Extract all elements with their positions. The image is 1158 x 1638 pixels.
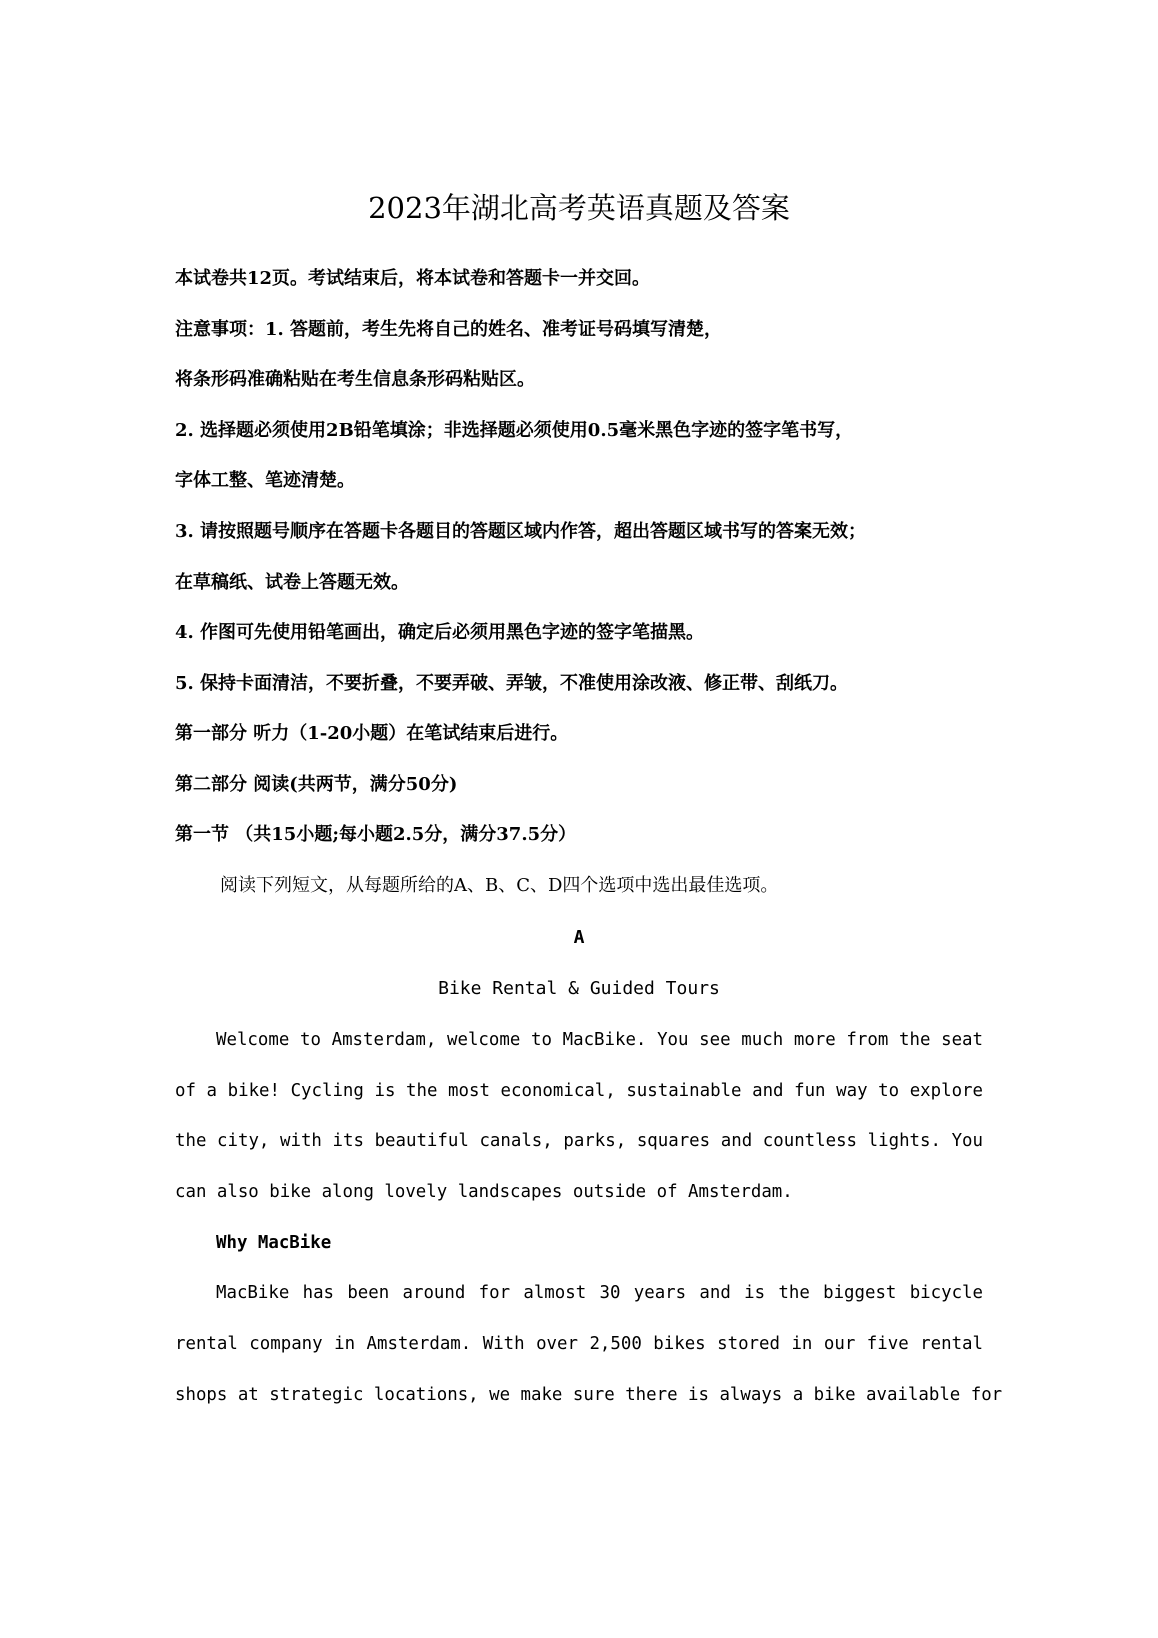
instruction-line-6: 3. 请按照题号顺序在答题卡各题目的答题区域内作答，超出答题区域书写的答案无效； — [175, 521, 867, 542]
passage-line: MacBike has been around for almost 30 years and is the biggest bicycle — [216, 1283, 983, 1303]
passage-line: the city, with its beautiful canals, parks, squares and countless lights. You — [175, 1131, 983, 1151]
passage-subheading: Why MacBike — [216, 1233, 332, 1253]
passage-line: can also bike along lovely landscapes outside of Amsterdam. — [175, 1182, 793, 1202]
instruction-line-1: 本试卷共12页。考试结束后，将本试卷和答题卡一并交回。 — [175, 268, 651, 289]
instruction-line-4: 2. 选择题必须使用2B铅笔填涂；非选择题必须使用0.5毫米黑色字迹的签字笔书写， — [175, 420, 854, 441]
passage-line: Welcome to Amsterdam, welcome to MacBike. You see much more from the seat — [216, 1030, 983, 1050]
instruction-line-5: 字体工整、笔迹清楚。 — [175, 470, 355, 491]
reading-directions: 阅读下列短文，从每题所给的A、B、C、D四个选项中选出最佳选项。 — [220, 875, 779, 896]
instruction-line-9: 5. 保持卡面清洁，不要折叠，不要弄破、弄皱，不准使用涂改液、修正带、刮纸刀。 — [175, 673, 849, 694]
instruction-line-2: 注意事项：1. 答题前，考生先将自己的姓名、准考证号码填写清楚， — [175, 319, 723, 340]
instruction-line-3: 将条形码准确粘贴在考生信息条形码粘贴区。 — [175, 369, 535, 390]
part-one-heading: 第一部分 听力（1-20小题）在笔试结束后进行。 — [175, 723, 569, 744]
section-one-heading: 第一节 （共15小题;每小题2.5分，满分37.5分） — [175, 824, 577, 845]
page-title: 2023年湖北高考英语真题及答案 — [368, 191, 790, 225]
passage-label: A — [573, 927, 585, 948]
passage-line: of a bike! Cycling is the most economical, sustainable and fun way to explore — [175, 1081, 983, 1101]
passage-line: rental company in Amsterdam. With over 2,500 bikes stored in our five rental — [175, 1334, 983, 1354]
passage-heading: Bike Rental & Guided Tours — [438, 978, 720, 999]
passage-line: shops at strategic locations, we make sure there is always a bike available for — [175, 1385, 1003, 1405]
instruction-line-7: 在草稿纸、试卷上答题无效。 — [175, 572, 409, 593]
part-two-heading: 第二部分 阅读(共两节，满分50分) — [175, 774, 458, 795]
instruction-line-8: 4. 作图可先使用铅笔画出，确定后必须用黑色字迹的签字笔描黑。 — [175, 622, 705, 643]
